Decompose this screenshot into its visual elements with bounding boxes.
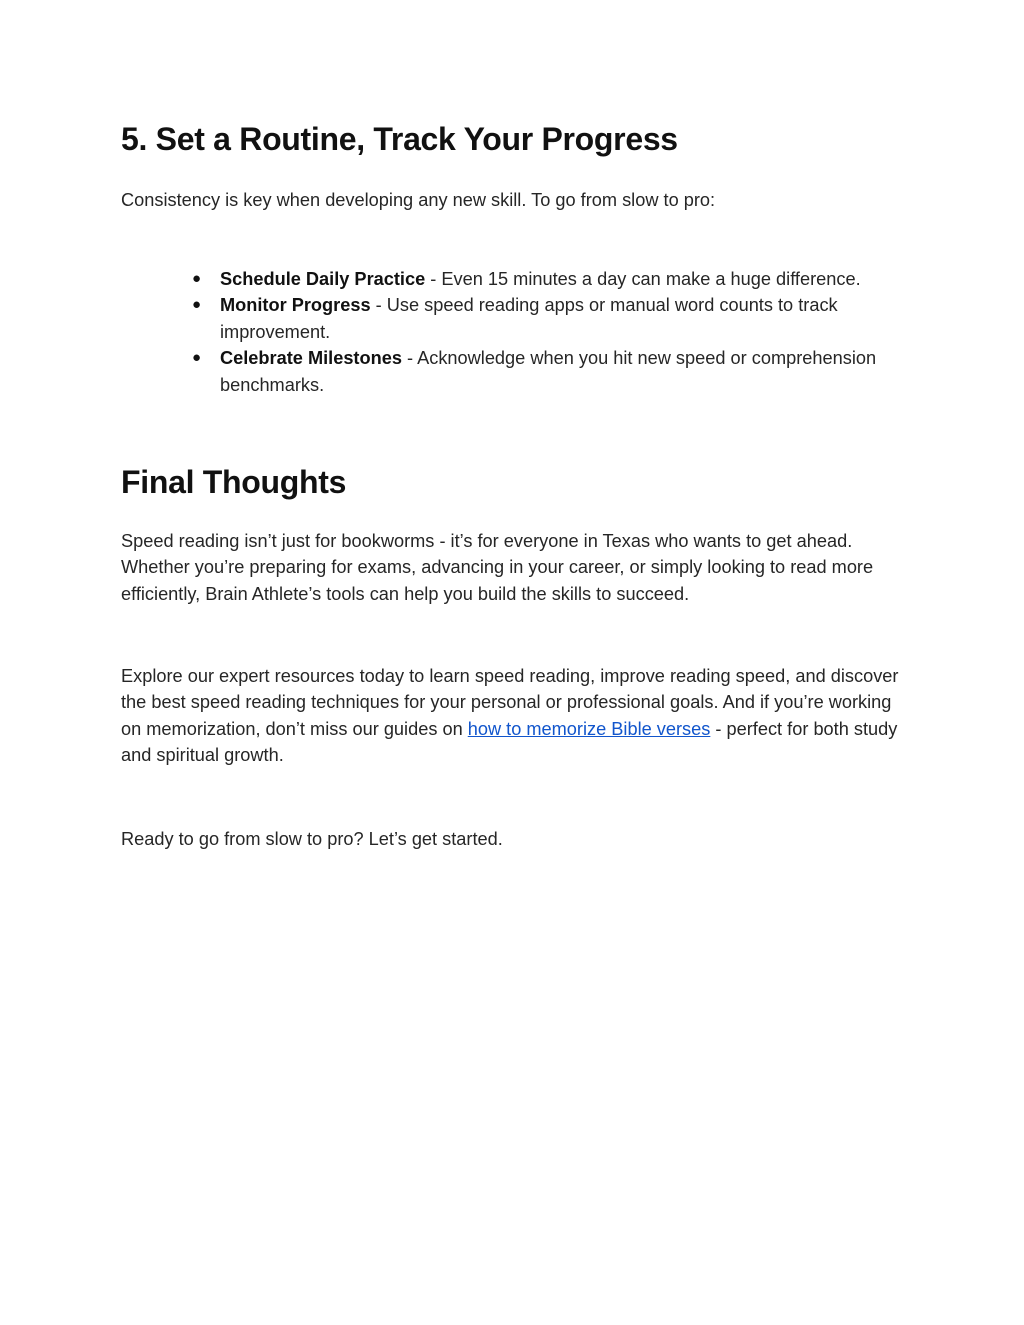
- final-paragraph-speed-reading: Speed reading isn’t just for bookworms - it’s for everyone in Texas who wants to get ahead. Whether you’re preparing for exams, advancing in your career, or simply looking to read more efficiently, Brain Athlete’s tools can help you build the skills to succeed.: [121, 531, 874, 604]
- final-paragraph-explore: [121, 663, 911, 769]
- bullet-title: Monitor Progress: [220, 295, 371, 316]
- section-heading-routine: 5. Set a Routine, Track Your Progress: [121, 121, 678, 157]
- explore-text-before-link: Explore our expert resources today to learn speed reading, improve reading speed, and discover the best speed reading techniques for your personal or professional goals. And if you’re working on memorization, don’t miss our guides on: [121, 666, 899, 739]
- list-item: [121, 292, 911, 345]
- explore-text-after-link: - perfect for both study and spiritual growth.: [121, 718, 898, 766]
- bullet-text: - Even 15 minutes a day can make a huge difference.: [425, 269, 861, 289]
- list-item: [121, 345, 911, 398]
- bullet-title: Schedule Daily Practice: [220, 269, 426, 289]
- section-heading-final-thoughts: Final Thoughts: [121, 464, 347, 500]
- bullet-text: - Acknowledge when you hit new speed or comprehension benchmarks.: [220, 348, 877, 395]
- closing-paragraph: Ready to go from slow to pro? Let’s get started.: [121, 829, 503, 849]
- memorize-bible-verses-link[interactable]: how to memorize Bible verses: [467, 718, 711, 739]
- bullet-title: Celebrate Milestones: [220, 348, 402, 369]
- bullet-icon: ●: [192, 270, 202, 287]
- bullet-icon: ●: [192, 349, 202, 367]
- routine-bullet-list: [121, 266, 911, 398]
- routine-intro-paragraph: Consistency is key when developing any new skill. To go from slow to pro:: [121, 190, 716, 210]
- bullet-text: - Use speed reading apps or manual word counts to track improvement.: [220, 295, 838, 342]
- list-item: [121, 266, 911, 292]
- bullet-icon: ●: [192, 296, 202, 314]
